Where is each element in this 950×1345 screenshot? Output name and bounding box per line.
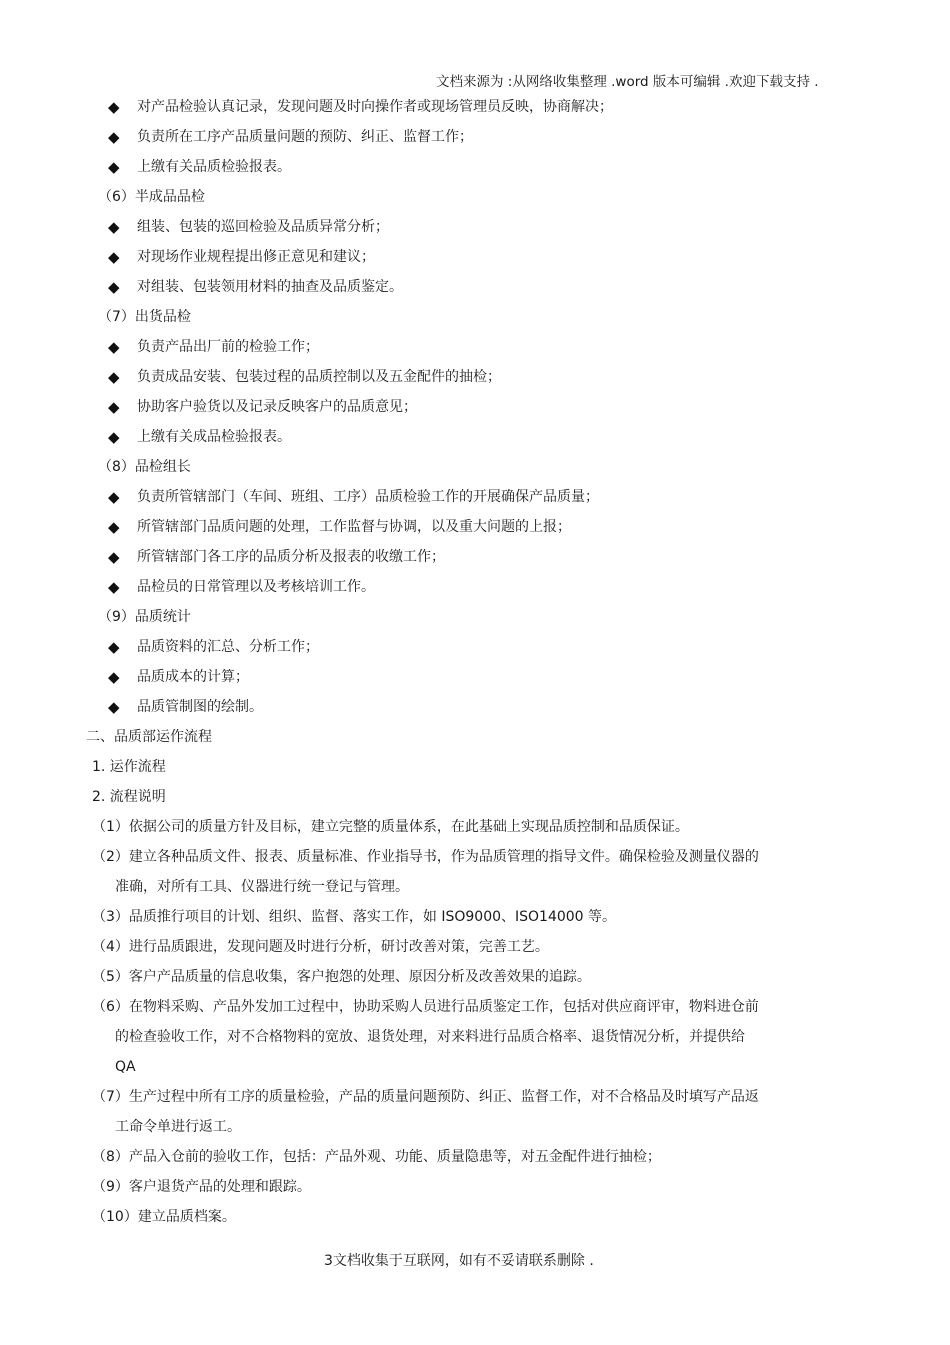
line-text: （2）建立各种品质文件、报表、质量标准、作业指导书，作为品质管理的指导文件。确保检验及测量仪器的 [92, 849, 759, 865]
page-header: 文档来源为 :从网络收集整理 .word 版本可编辑 .欢迎下载支持 . [436, 74, 819, 90]
diamond-bullet-icon: ◆ [108, 638, 120, 656]
line-text: 品检员的日常管理以及考核培训工作。 [137, 579, 375, 595]
line-text: （7）生产过程中所有工序的质量检验，产品的质量问题预防、纠正、监督工作，对不合格品及时填写产品返 [92, 1089, 759, 1105]
line-text: （4）进行品质跟进，发现问题及时进行分析，研讨改善对策，完善工艺。 [92, 939, 549, 955]
diamond-bullet-icon: ◆ [108, 698, 120, 716]
diamond-bullet-icon: ◆ [108, 98, 120, 116]
line-text: 所管辖部门品质问题的处理，工作监督与协调，以及重大问题的上报； [137, 519, 571, 535]
line-text: （1）依据公司的质量方针及目标，建立完整的质量体系，在此基础上实现品质控制和品质保证。 [92, 819, 689, 835]
line-text: （7）出货品检 [98, 309, 191, 325]
line-text: （8）产品入仓前的验收工作，包括：产品外观、功能、质量隐患等，对五金配件进行抽检； [92, 1149, 661, 1165]
line-text: 品质资料的汇总、分析工作； [137, 639, 319, 655]
diamond-bullet-icon: ◆ [108, 278, 120, 296]
diamond-bullet-icon: ◆ [108, 518, 120, 536]
line-text: 负责产品出厂前的检验工作； [137, 339, 319, 355]
line-text: 工命令单进行返工。 [115, 1119, 241, 1135]
line-text: QA [115, 1059, 136, 1075]
line-text: 对产品检验认真记录，发现问题及时向操作者或现场管理员反映，协商解决； [137, 99, 613, 115]
diamond-bullet-icon: ◆ [108, 128, 120, 146]
diamond-bullet-icon: ◆ [108, 218, 120, 236]
line-text: 对组装、包装领用材料的抽查及品质鉴定。 [137, 279, 403, 295]
line-text: 品质管制图的绘制。 [137, 699, 263, 715]
line-text: （9）客户退货产品的处理和跟踪。 [92, 1179, 311, 1195]
line-text: （3）品质推行项目的计划、组织、监督、落实工作，如 ISO9000、ISO14000 等。 [92, 909, 617, 925]
line-text: 1. 运作流程 [92, 759, 166, 775]
diamond-bullet-icon: ◆ [108, 248, 120, 266]
line-text: 负责所在工序产品质量问题的预防、纠正、监督工作； [137, 129, 473, 145]
line-text: 上缴有关成品检验报表。 [137, 429, 291, 445]
line-text: 2. 流程说明 [92, 789, 166, 805]
line-text: 上缴有关品质检验报表。 [137, 159, 291, 175]
page-footer: 3文档收集于互联网，如有不妥请联系删除 . [324, 1253, 594, 1269]
diamond-bullet-icon: ◆ [108, 368, 120, 386]
diamond-bullet-icon: ◆ [108, 488, 120, 506]
diamond-bullet-icon: ◆ [108, 428, 120, 446]
line-text: （6）在物料采购、产品外发加工过程中，协助采购人员进行品质鉴定工作，包括对供应商评审，物料进仓前 [92, 999, 759, 1015]
diamond-bullet-icon: ◆ [108, 398, 120, 416]
line-text: （9）品质统计 [98, 609, 191, 625]
diamond-bullet-icon: ◆ [108, 338, 120, 356]
diamond-bullet-icon: ◆ [108, 668, 120, 686]
line-text: 准确，对所有工具、仪器进行统一登记与管理。 [115, 879, 409, 895]
line-text: （10）建立品质档案。 [92, 1209, 236, 1225]
line-text: 所管辖部门各工序的品质分析及报表的收缴工作； [137, 549, 445, 565]
diamond-bullet-icon: ◆ [108, 578, 120, 596]
line-text: 品质成本的计算； [137, 669, 249, 685]
line-text: （5）客户产品质量的信息收集，客户抱怨的处理、原因分析及改善效果的追踪。 [92, 969, 591, 985]
diamond-bullet-icon: ◆ [108, 158, 120, 176]
line-text: （6）半成品品检 [98, 189, 205, 205]
line-text: 二、品质部运作流程 [86, 729, 212, 745]
line-text: 组装、包装的巡回检验及品质异常分析； [137, 219, 389, 235]
line-text: 协助客户验货以及记录反映客户的品质意见； [137, 399, 417, 415]
line-text: 对现场作业规程提出修正意见和建议； [137, 249, 375, 265]
line-text: （8）品检组长 [98, 459, 191, 475]
diamond-bullet-icon: ◆ [108, 548, 120, 566]
line-text: 负责成品安装、包装过程的品质控制以及五金配件的抽检； [137, 369, 501, 385]
line-text: 的检查验收工作，对不合格物料的宽放、退货处理，对来料进行品质合格率、退货情况分析，并提供给 [115, 1029, 745, 1045]
line-text: 负责所管辖部门（车间、班组、工序）品质检验工作的开展确保产品质量； [137, 489, 599, 505]
